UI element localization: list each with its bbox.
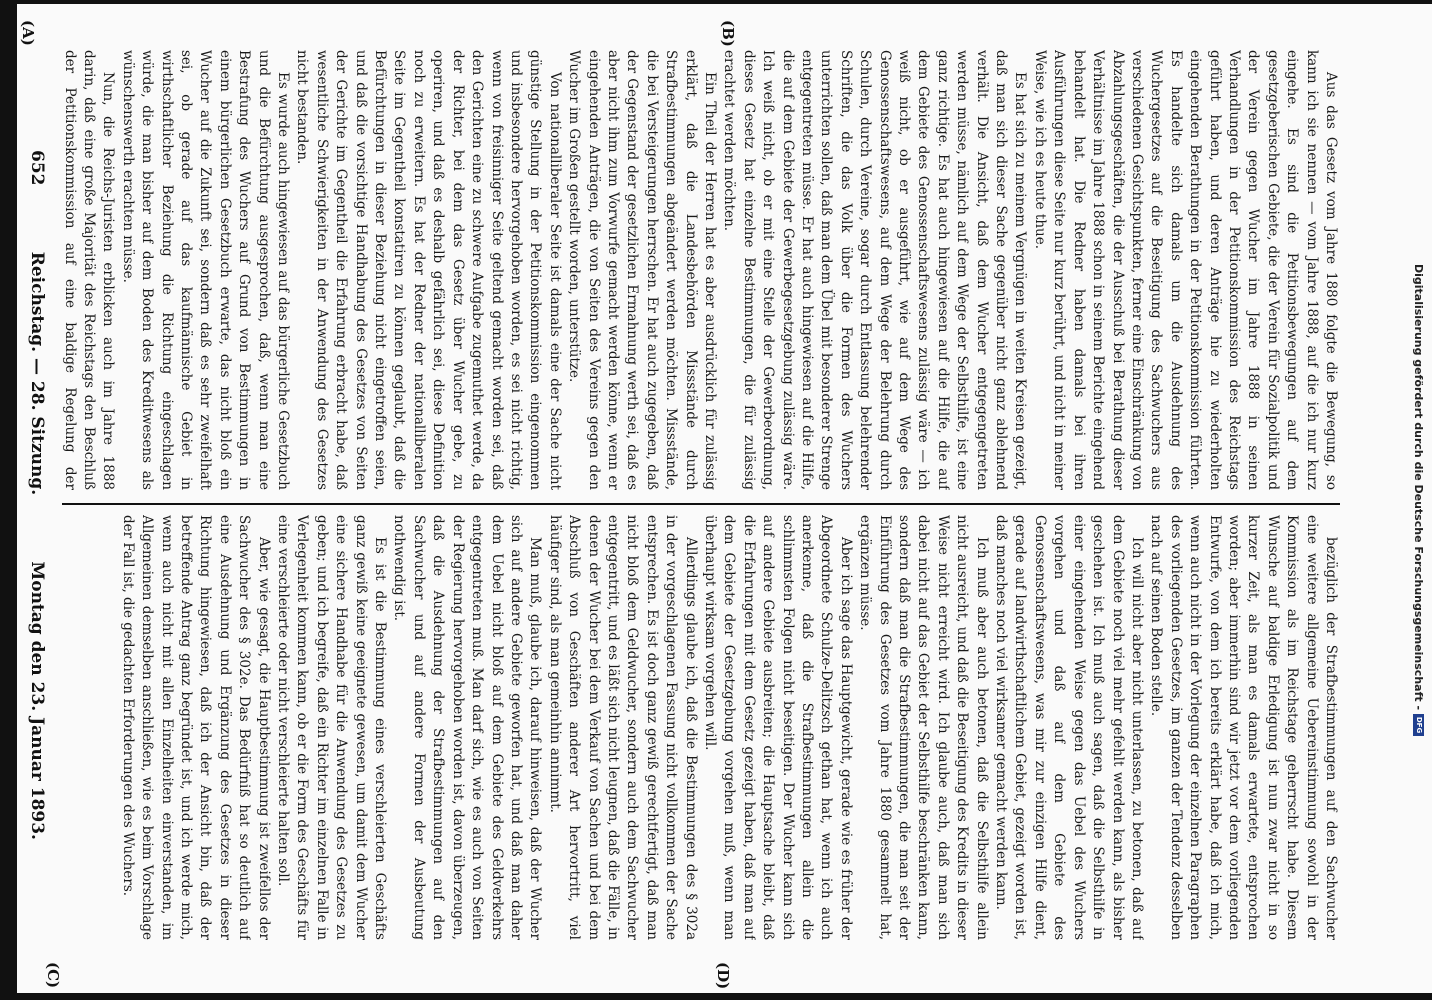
- paragraph: Es ist die Bestimmung eines verschleierten Geschäfts ganz gewiß keine geeignete gewesen, um damit dem Wucher eine sichere Handhabe für die Anwendung des Gesetzes zu geben; und ich begreife, daß ein Richter im einzelnen Falle in Verlegenheit kommen kann, ob er die Form des Geschäfts für eine verschleierte oder nicht verschleierte halten soll.: [275, 515, 389, 940]
- marker-a: (A): [19, 20, 37, 46]
- scan-edge-top: [0, 0, 17, 1000]
- paragraph: Es wurde auch hingewiesen auf das bürgerliche Gesetzbuch und die Befürchtung ausgesprochen, daß, wenn man eine Bestrafung des Wuchers auf Grund von Bestimmungen in einem bürgerlichen Gesetzbuch erwarte, das nicht bloß ein Wucher auf die Zukunft sei, sondern daß es sehr zweifelhaft sei, ob gerade auf das kaufmännische Gebiet in wirthschaftlicher Beziehung die Richtung eingeschlagen würde, die man bisher auf dem Boden des Kreditwesens als wünschenswerth erachten müsse.: [119, 50, 292, 490]
- running-header: [24, 150, 50, 840]
- column-left: [62, 50, 1340, 490]
- header-date: Montag den 23. Januar 1893.: [27, 561, 47, 840]
- text-block: [62, 50, 1340, 940]
- paragraph: Aber, wie gesagt, die Hauptbestimmung ist zweifellos der Sachwucher des § 302e. Das Bedürfniß hat so deutlich auf eine Ausdehnung und Ergänzung des Gesetzes in dieser Richtung hingewiesen, daß ich der Ansicht bin, daß der betreffende Antrag ganz begründet ist, und ich werde mich, wenn auch nicht mit allen Einzelheiten einverstanden, im Allgemeinen demselben anschließen, wie es beim Vorschlage der Fall ist, die gedachten Erforderungen des Wuchers.: [119, 515, 272, 940]
- header-center: Reichstag. — 28. Sitzung.: [27, 251, 47, 496]
- paragraph: Ich will nicht aber nicht unterlassen, zu betonen, daß auf dem Gebiete noch viel mehr gefehlt werden kann, als bisher geschehen ist. Ich muß auch sagen, daß die Selbsthilfe in einer eingehenden Weise gegen das Uebel des Wuchers vorgehen und daß auf dem Gebiete des Genossenschaftswesens, was mir zur einzigen Hilfe dient, gerade auf landwirthschaftlichem Gebiet, gezeigt worden ist, daß manches noch viel wirksamer gemacht werden kann.: [993, 515, 1145, 940]
- paragraph: Allerdings glaube ich, daß die Bestimmungen des § 302a in der vorgeschlagenen Fassung nicht vollkommen der Sache entsprechen. Es ist doch ganz gewiß gerechtfertigt, daß man nicht bloß dem Geldwucher, sondern auch dem Sachwucher entgegentritt, und es läßt sich nicht leugnen, daß die Fälle, in denen der Wucher bei dem Verkauf von Sachen und bei dem Abschluß von Geschäften anderer Art hervortritt, viel häufiger sind, als man gemeinhin annimmt.: [546, 515, 699, 940]
- paragraph: Ein Theil der Herren hat es aber ausdrücklich für zulässig erklärt, daß die Landesbehörden Missstände durch Strafbestimmungen abgeändert werden möchten. Missstände, die bei Versteigerungen herrschen. Er hat auch zugegeben, daß der Gegenstand der gesetzlichen Ermahnung werth sei, daß es aber nicht ihm zum Vorwurfe gemacht werden könne, wenn er eingehenden Anträgen, die von Seiten des Vereins gegen den Wucher im Großen gestellt worden, unterstütze.: [566, 50, 718, 490]
- digitization-footer: [1406, 0, 1432, 1000]
- scan-edge-left: [0, 0, 1432, 4]
- footer-text: Digitalisierung gefördert durch die Deutsche Forschungsgemeinschaft -: [1412, 263, 1426, 711]
- column-divider: [62, 503, 1340, 505]
- marker-d: (D): [714, 962, 732, 990]
- marker-b: (B): [719, 20, 737, 47]
- page-number: 652: [27, 150, 47, 186]
- scan-edge-right: [0, 993, 1432, 1000]
- paragraph: Aus das Gesetz vom Jahre 1880 folgte die Bewegung, so kann ich sie nennen — vom Jahre 1888, auf die ich nur kurz eingehe. Es sind die Petitionsbewegungen auf dem gesetzgeberischen Gebiete, die der Verein für Sozialpolitik und der Verein gegen Wucher im Jahre 1888 in seinen Verhandlungen in der Petitionskommission des Reichstags geführt haben, und deren Anträge hie zu wiederholten eingehenden Berathungen in der Petitionskommission führten. Es handelte sich damals um die Ausdehnung des Wuchergesetzes auf die Beseitigung des Sachwuchers aus verschiedenen Gesichtspunkten, ferner eine Einschränkung von Abzahlungsgeschäften, die der Ausschuß bei Berathung dieser Verhältnisse im Jahre 1888 schon in seinem Berichte eingehend behandelt hat. Die Redner haben damals bei ihren Ausführungen diese Seite nur kurz berührt, und nicht in meiner Weise, wie ich es heute thue.: [1031, 50, 1339, 490]
- paragraph: Aber ich sage das Hauptgewicht, gerade wie es früher der Abgeordnete Schulze-Delitzsch gethan hat, wenn ich auch anerkenne, daß die Strafbestimmungen allein die schlimmsten Folgen nicht beseitigen. Der Wucher kann sich auf andere Gebiete ausbreiten; die Hauptsache bleibt, daß die Erfahrungen mit dem Gesetz gezeigt haben, daß man auf dem Gebiete der Gesetzgebung vorgehen muß, wenn man überhaupt wirksam vorgehen will.: [702, 515, 854, 940]
- paragraph: Nun, die Reichs-Juristen erblicken auch im Jahre 1888 darin, daß eine große Majorität des Reichstags den Beschluß der Petitionskommission auf eine baldige Regelung der: [62, 50, 117, 490]
- column-right: [62, 515, 1340, 940]
- dfg-logo-icon: DFG: [1414, 714, 1425, 736]
- paragraph: Man muß, glaube ich, darauf hinweisen, daß der Wucher sich auf andere Gebiete geworfen hat, und daß man daher dem Uebel nicht bloß auf dem Gebiete des Geldverkehrs entgegentreten muß. Man darf sich, wie es auch von Seiten der Regierung hervorgehoben worden ist, davon überzeugen, daß die Ausdehnung der Strafbestimmungen auf den Sachwucher und auf andere Formen der Ausbeutung nothwendig ist.: [391, 515, 544, 940]
- paragraph: Es hat sich zu meinem Vergnügen in weiten Kreisen gezeigt, daß man sich dieser Sache gegenüber nicht ganz ablehnend verhält. Die Ansicht, daß dem Wucher entgegengetreten werden müsse, nämlich auf dem Wege der Selbsthilfe, ist eine ganz richtige. Es hat auch hingewiesen auf die Hilfe, die auf dem Gebiete des Genossenschaftswesens zulässig wäre — ich weiß nicht, ob er ausgeführt, wie auf dem Wege des Genossenschaftswesens, auf dem Wege der Belehrung durch Schulen, durch Vereine, sogar durch Entlassung belehrender Schriften, die das Volk über die Formen des Wuchers unterrichten sollen, daß man dem Übel mit besonderer Strenge entgegentreten müsse. Er hat auch hingewiesen auf die Hilfe, die auf dem Gebiete der Gewerbegesetzgebung zulässig wäre. Ich weiß nicht, ob er mit eine Stelle der Gewerbeordnung, dieses Gesetz hat einzelne Bestimmungen, die für zulässig erachtet werden möchten.: [721, 50, 1029, 490]
- paragraph: bezüglich der Strafbestimmungen auf den Sachwucher eine weitere allgemeine Uebereinstimmung sowohl in der Kommission als im Reichstage geherrscht habe. Diesem Wunsche auf baldige Erledigung ist nun zwar nicht in so kurzer Zeit, als man es damals erwartete, entsprochen worden; aber immerhin sind wir jetzt vor dem vorliegenden Entwurfe, von dem ich bereits erklärt habe, daß ich mich, wenn auch nicht in der Vorlegung der einzelnen Paragraphen des vorliegenden Gesetzes, im ganzen der Tendenz desselben nach auf seinen Boden stelle.: [1148, 515, 1339, 940]
- paragraph: Ich muß aber auch betonen, daß die Selbsthilfe allein nicht ausreicht, und daß die Beseitigung des Kredits in dieser Weise nicht erreicht wird. Ich glaube auch, daß man sich dabei nicht auf das Gebiet der Selbsthilfe beschränken kann, sondern daß man die Strafbestimmungen, die man seit der Einführung des Gesetzes vom Jahre 1880 gesammelt hat, ergänzen müsse.: [857, 515, 990, 940]
- marker-c: (C): [44, 962, 62, 989]
- paragraph: Von nationalliberaler Seite ist damals eine der Sache nicht günstige Stellung in der Petitionskommission eingenommen und insbesondere hervorgehoben worden, es sei nicht richtig, wenn von freisinniger Seite geltend gemacht worden sei, daß den Gerichten eine zu schwere Aufgabe zugemuthet werde, da der Richter, bei dem das Gesetz über Wucher gebe, zu operiren, und daß es deshalb gefährlich sei, diese Definition noch zu erweitern. Es hat der Redner der nationalliberalen Seite im Gegentheil konstatiren zu können geglaubt, daß die Befürchtungen in dieser Beziehung nicht eingetroffen seien, und daß die vorsichtige Handhabung des Gesetzes von Seiten der Gerichte im Gegentheil die Erfahrung erbracht habe, daß wesentliche Schwierigkeiten in der Anwendung des Gesetzes nicht bestanden.: [294, 50, 563, 490]
